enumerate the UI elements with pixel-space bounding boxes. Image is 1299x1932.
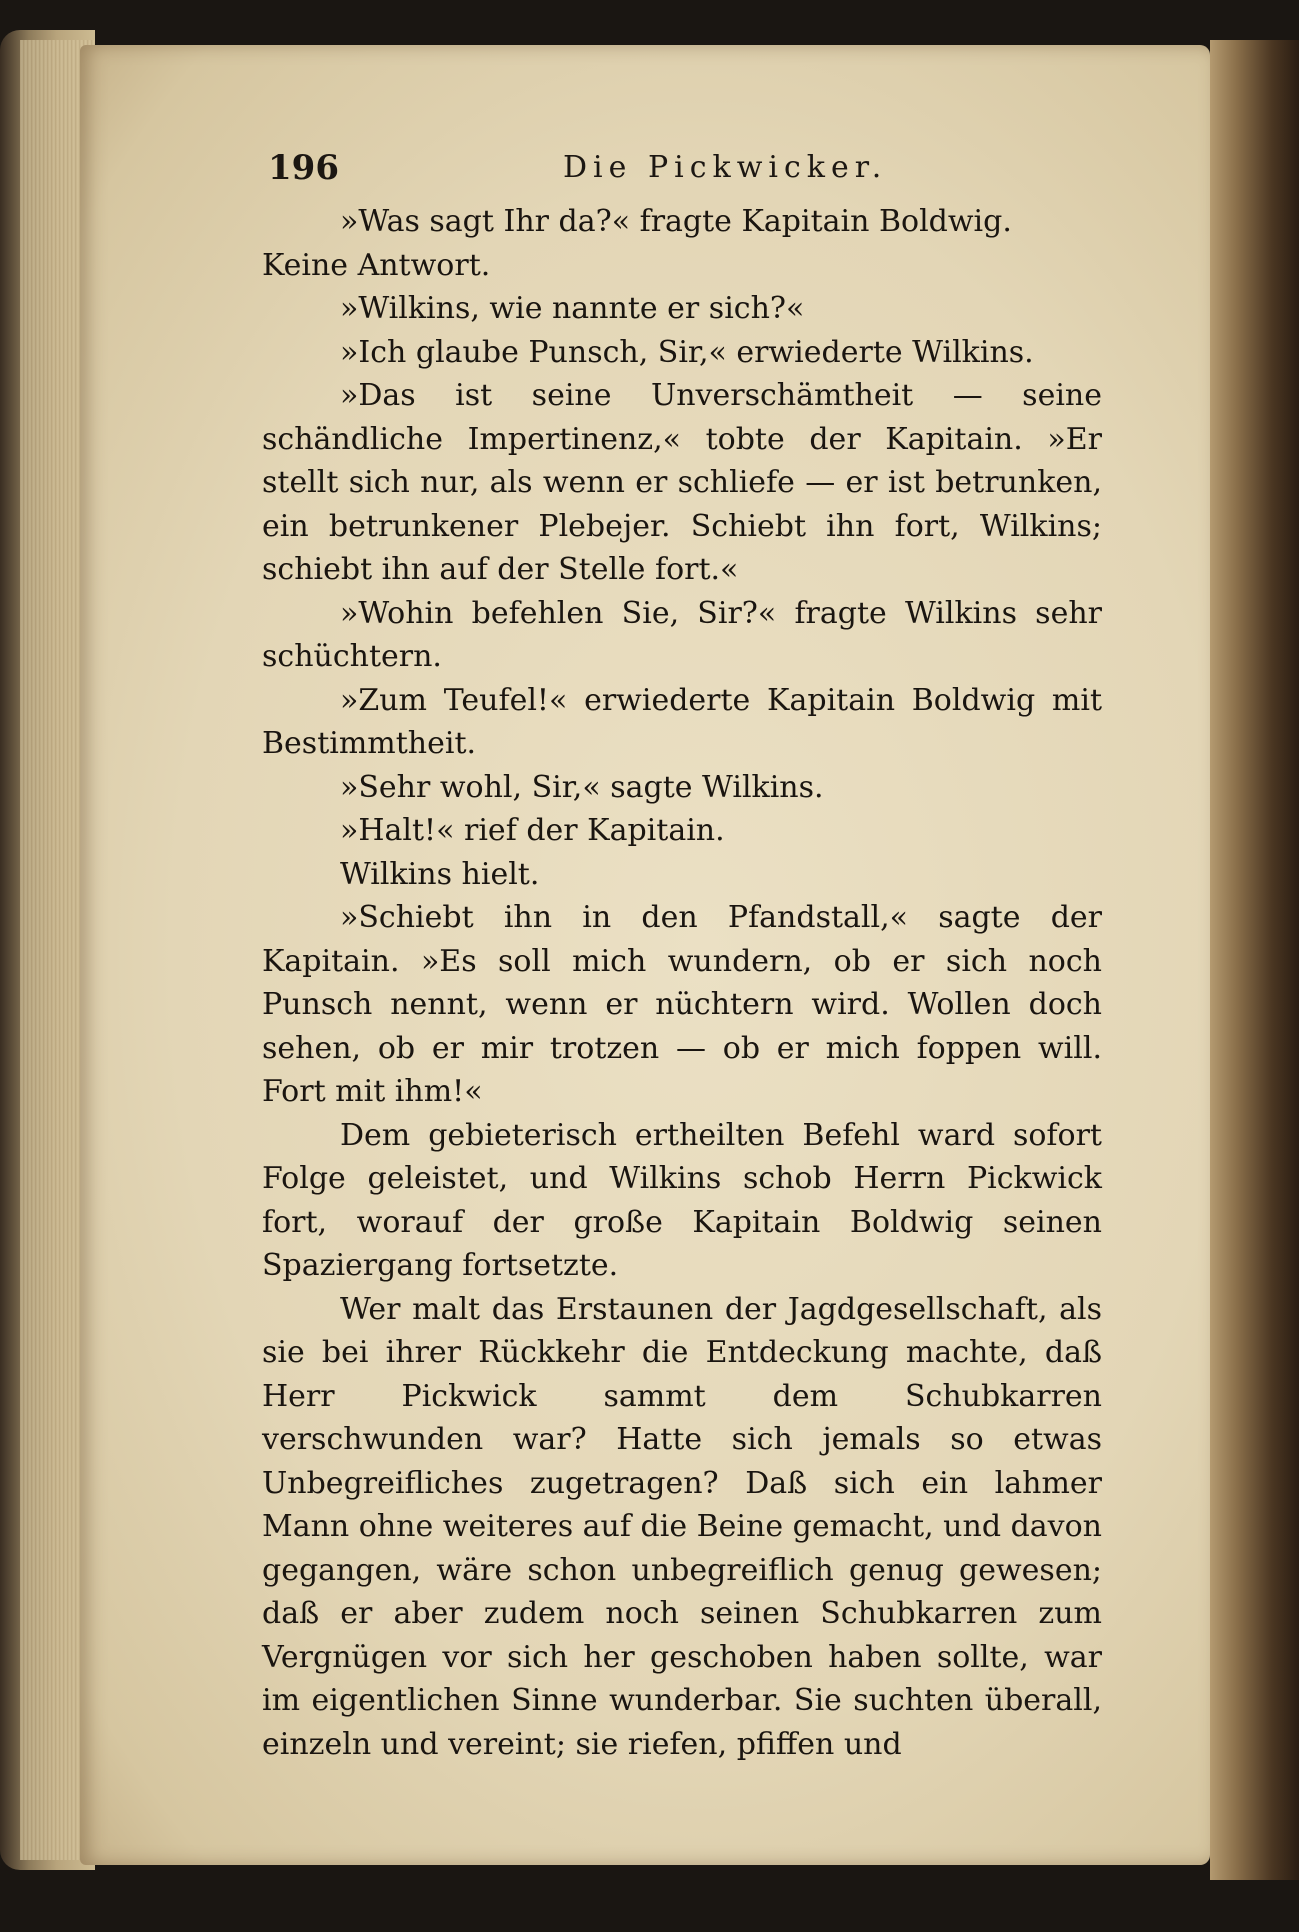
running-title: Die Pickwicker. [563, 150, 888, 185]
body-text [262, 200, 1102, 1766]
paragraph: »Wohin befehlen Sie, Sir?« fragte Wilkins sehr schüchtern. [262, 595, 1102, 674]
paragraph: »Sehr wohl, Sir,« sagte Wilkins. [340, 769, 824, 805]
paragraph: »Das ist seine Unverschämtheit — seine schändliche Impertinenz,« tobte der Kapitain. »Er stellt sich nur, als wenn er schliefe — er ist betrunken, ein betrunkener Plebejer. Schiebt ihn fort, Wilkins; schiebt ihn auf der Stelle fort.« [262, 378, 1102, 587]
paragraph: Wilkins hielt. [340, 856, 540, 892]
page-number: 196 [268, 148, 339, 188]
paragraph: »Ich glaube Punsch, Sir,« erwiederte Wilkins. [340, 334, 1034, 370]
page-header [268, 148, 1098, 188]
paragraph: »Schiebt ihn in den Pfandstall,« sagte der Kapitain. »Es soll mich wundern, ob er sich noch Punsch nennt, wenn er nüchtern wird. Wollen doch sehen, ob er mir trotzen — ob er mich foppen will. Fort mit ihm!« [262, 900, 1102, 1109]
paragraph: »Was sagt Ihr da?« fragte Kapitain Boldwig. [340, 204, 1012, 239]
paragraph: »Zum Teufel!« erwiederte Kapitain Boldwig mit Bestimmtheit. [262, 682, 1102, 761]
paragraph: Wer malt das Erstaunen der Jagdgesellschaft, als sie bei ihrer Rückkehr die Entdeckung machte, daß Herr Pickwick sammt dem Schubkarren verschwunden war? Hatte sich jemals so etwas Unbegreifliches zugetragen? Daß sich ein lahmer Mann ohne weiteres auf die Beine gemacht, und davon gegangen, wäre schon unbegreiflich genug gewesen; daß er aber zudem noch seinen Schubkarren zum Vergnügen vor sich her geschoben haben sollte, war im eigentlichen Sinne wunderbar. Sie suchten überall, einzeln und vereint; sie riefen, pfiffen und [262, 1291, 1102, 1762]
facing-page-edge [1210, 40, 1299, 1880]
paragraph: »Halt!« rief der Kapitain. [340, 813, 725, 848]
paragraph: Keine Antwort. [262, 247, 491, 283]
paragraph: Dem gebieterisch ertheilten Befehl ward sofort Folge geleistet, und Wilkins schob Herrn Pickwick fort, worauf der große Kapitain Boldwig seinen Spaziergang fortsetzte. [262, 1117, 1102, 1283]
paragraph: »Wilkins, wie nannte er sich?« [340, 291, 805, 326]
